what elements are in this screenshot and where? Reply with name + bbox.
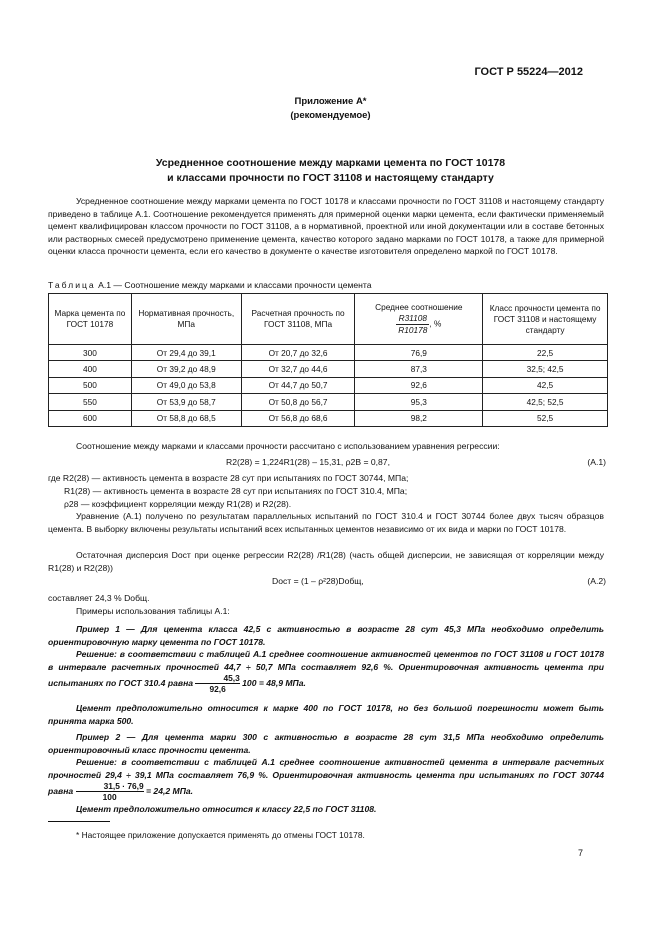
header-calculated: Расчетная прочность по ГОСТ 31108, МПа (241, 294, 355, 345)
cell-ratio: 87,3 (355, 361, 483, 377)
table-caption-text: А.1 — Соотношение между марками и классами прочности цемента (98, 280, 372, 290)
footnote: * Настоящее приложение допускается применять до отмены ГОСТ 10178. (76, 830, 365, 840)
cell-mark: 550 (49, 394, 132, 410)
cell-calculated: От 44,7 до 50,7 (241, 377, 355, 393)
table-row (49, 361, 608, 377)
example-2-statement (48, 731, 604, 756)
table-row (49, 410, 608, 426)
regression-paragraph-1: Уравнение (А.1) получено по результатам параллельных испытаний по ГОСТ 310.4 и ГОСТ 30744 более двух тысяч образцов цемента. В выборку включены результаты испытаний всех испытанных цементов независимо от их вида и марки по ГОСТ 10178. (48, 511, 604, 534)
header-mark: Марка цемента по ГОСТ 10178 (49, 294, 132, 345)
example-2-conclusion: Цемент предположительно относится к классу 22,5 по ГОСТ 31108. (76, 804, 377, 814)
table-caption-word: Таблица (48, 280, 96, 290)
cell-class: 42,5 (483, 377, 608, 393)
ratio-unit: , % (429, 318, 442, 329)
footnote-separator (48, 821, 110, 822)
regression-paragraph-3: составляет 24,3 % Dобщ. (48, 593, 150, 603)
cell-mark: 300 (49, 345, 132, 361)
example-2-numerator: 31,5 · 76,9 (76, 781, 144, 792)
regression-intro: Соотношение между марками и классами прочности рассчитано с использованием уравнения регрессии: (76, 441, 500, 451)
table-caption (48, 280, 372, 290)
annex-title: Приложение А* (294, 96, 367, 107)
cell-ratio: 92,6 (355, 377, 483, 393)
example-1-fraction (195, 673, 239, 694)
example-2-solution-text: Решение: в соответствии с таблицей А.1 среднее соотношение активностей цемента в интервале расчетных прочностей 29,4 ÷ 39,1 МПа составляет 76,9 %. Ориентировочная активность цемента при испытаниях по ГОСТ 30744 равна (48, 757, 604, 796)
section-title-line1: Усредненное соотношение между марками цемента по ГОСТ 10178 (155, 157, 506, 169)
table-row (49, 377, 608, 393)
page-number: 7 (577, 848, 583, 858)
example-2-label: Пример 2 (76, 732, 121, 742)
cell-class: 42,5; 52,5 (483, 394, 608, 410)
regression-equation: R2(28) = 1,224R1(28) – 15,31, ρ2B = 0,87, (226, 457, 390, 467)
example-2-solution (48, 756, 604, 802)
annex-heading (0, 95, 661, 123)
cell-normative: От 49,0 до 53,8 (131, 377, 241, 393)
example-1-statement (48, 623, 604, 648)
ratio-numerator: R31108 (396, 313, 429, 325)
example-1-result: 100 = 48,9 МПа. (242, 677, 306, 688)
cell-mark: 500 (49, 377, 132, 393)
example-1-text: — Для цемента класса 42,5 с активностью в возрасте 28 сут 45,3 МПа необходимо определить ориентировочную марку цемента по ГОСТ 10178. (48, 624, 605, 647)
table-header-row (49, 294, 608, 345)
example-1-solution (48, 648, 604, 694)
cell-normative: От 39,2 до 48,9 (131, 361, 241, 377)
where-line-3: ρ28 — коэффициент корреляции между R1(28) и R2(28). (64, 499, 292, 509)
example-1-numerator: 45,3 (195, 673, 239, 684)
header-class: Класс прочности цемента по ГОСТ 31108 и настоящему стандарту (483, 294, 608, 345)
ratio-fraction (396, 313, 429, 336)
example-2-result: = 24,2 МПа. (146, 785, 194, 796)
dispersion-equation: Dост = (1 – ρ²28)Dобщ, (272, 576, 364, 586)
cell-class: 32,5; 42,5 (483, 361, 608, 377)
cell-normative: От 53,9 до 58,7 (131, 394, 241, 410)
equation-number-2: (А.2) (587, 576, 606, 586)
section-title (0, 156, 661, 186)
example-1-denominator: 92,6 (209, 684, 226, 695)
cell-ratio: 95,3 (355, 394, 483, 410)
header-ratio-title: Среднее соотношение (375, 302, 463, 312)
example-1-solution-text: Решение: в соответствии с таблицей А.1 среднее соотношение активностей цементов по ГОСТ 31108 и ГОСТ 10178 в интервале расчетных прочностей 44,7 ÷ 50,7 МПа составляет 92,6 %. Ориентировочная активность цемента при испытаниях по ГОСТ 310.4 равна (48, 649, 604, 688)
header-ratio (355, 294, 483, 345)
cell-ratio: 76,9 (355, 345, 483, 361)
where-line-2: R1(28) — активность цемента в возрасте 28 сут при испытаниях по ГОСТ 310.4, МПа; (64, 486, 408, 496)
where-line-1: где R2(28) — активность цемента в возрасте 28 сут при испытаниях по ГОСТ 30744, МПа; (48, 473, 409, 483)
example-1-conclusion: Цемент предположительно относится к марке 400 по ГОСТ 10178, но без большой погрешности может быть принята марка 500. (48, 703, 604, 726)
cell-ratio: 98,2 (355, 410, 483, 426)
cell-calculated: От 50,8 до 56,7 (241, 394, 355, 410)
ratio-table (48, 293, 608, 427)
example-2-denominator: 100 (102, 792, 117, 803)
cell-mark: 400 (49, 361, 132, 377)
cell-calculated: От 32,7 до 44,6 (241, 361, 355, 377)
table-row (49, 345, 608, 361)
cell-mark: 600 (49, 410, 132, 426)
table-row (49, 394, 608, 410)
document-code: ГОСТ Р 55224—2012 (474, 66, 583, 78)
ratio-denominator: R10178 (398, 325, 428, 335)
intro-paragraph: Усредненное соотношение между марками цемента по ГОСТ 10178 и классами прочности по ГОСТ 31108 и настоящему стандарту приведено в таблице А.1. Соотношение рекомендуется применять для примерной оценки марки цемента, если фактически применяемый цемент квалифицирован классом прочности по ГОСТ 31108, а в нормативной, проектной или иной документации или в составе бетонных или растворных смесей предусмотрено применение цемента, качество которого задано марками по ГОСТ 10178, а также для примерной оценки класса прочности цемента, если его качество в документе о качестве изготовителя определено маркой по ГОСТ 10178. (48, 196, 604, 257)
cell-normative: От 29,4 до 39,1 (131, 345, 241, 361)
equation-number-1: (А.1) (587, 457, 606, 467)
examples-intro: Примеры использования таблицы А.1: (76, 606, 230, 616)
cell-normative: От 58,8 до 68,5 (131, 410, 241, 426)
cell-class: 22,5 (483, 345, 608, 361)
annex-status: (рекомендуемое) (290, 110, 371, 121)
example-2-text: — Для цемента марки 300 с активностью в возрасте 28 сут 31,5 МПа необходимо определить ориентировочный класс прочности цемента. (48, 732, 604, 755)
regression-paragraph-2: Остаточная дисперсия Dост при оценке регрессии R2(28) /R1(28) (часть общей дисперсии, не зависящая от корреляции между R1(28) и R2(28)) (48, 550, 604, 573)
cell-calculated: От 56,8 до 68,6 (241, 410, 355, 426)
example-1-label: Пример 1 (76, 624, 120, 634)
cell-class: 52,5 (483, 410, 608, 426)
header-normative: Нормативная прочность, МПа (131, 294, 241, 345)
cell-calculated: От 20,7 до 32,6 (241, 345, 355, 361)
example-2-fraction (76, 781, 144, 802)
section-title-line2: и классами прочности по ГОСТ 31108 и настоящему стандарту (167, 172, 494, 184)
